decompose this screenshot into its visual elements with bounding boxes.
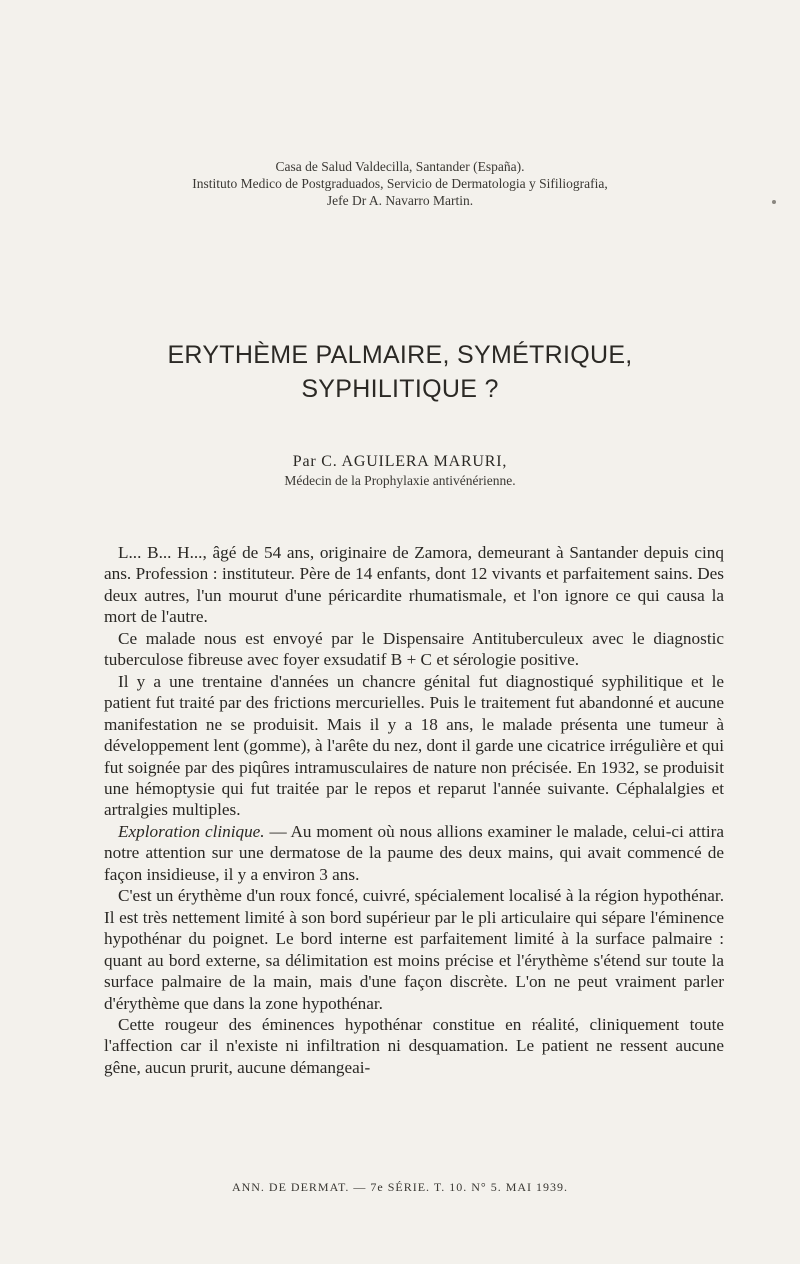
affiliation-line-3: Jefe Dr A. Navarro Martin. xyxy=(326,193,474,208)
paragraph-syphilis-history: Il y a une trentaine d'années un chancre génital fut diagnostiqué syphilitique et le patient fut traité par des frictions mercurielles. Puis le traitement fut abandonné et aucune manifestation ne se produisit. Mais il y a 18 ans, le malade présenta une tumeur à développement lent (gomme), à l'arête du nez, dont il garde une cicatrice irrégulière et qui fut soignée par des piqûres intramusculaires de nature non précisée. En 1932, se produisit une hémoptysie qui fut traitée par le repos et reparut l'année suivante. Céphalalgies et artralgies multiples. xyxy=(104,671,724,820)
paper-speck xyxy=(772,200,776,204)
paragraph-referral: Ce malade nous est envoyé par le Dispensaire Antituberculeux avec le diagnostic tuberculose fibreuse avec foyer exsudatif B + C et sérologie positive. xyxy=(104,628,724,670)
exploration-text: — Au moment où nous allions examiner le malade, celui-ci attira notre attention sur une dermatose de la paume des deux mains, qui avait commencé de façon insidieuse, il y a environ 3 ans. xyxy=(104,821,724,884)
paragraph-patient-history: L... B... H..., âgé de 54 ans, originaire de Zamora, demeurant à Santander depuis cinq ans. Profession : instituteur. Père de 14 enfants, dont 12 vivants et parfaitement sains. Des deux autres, l'un mourut d'une péricardite rhumatismale, et l'on ignore ce qui causa la mort de l'autre. xyxy=(104,543,724,627)
author-role: Médecin de la Prophylaxie antivénérienne. xyxy=(284,473,516,488)
title-line-1: ERYTHÈME PALMAIRE, SYMÉTRIQUE, xyxy=(167,341,633,369)
author-byline: Par C. AGUILERA MARURI, xyxy=(292,453,508,470)
paragraph-exploration xyxy=(104,821,724,885)
affiliation-line-1: Casa de Salud Valdecilla, Santander (España). xyxy=(275,159,525,174)
affiliation-line-2: Instituto Medico de Postgraduados, Servicio de Dermatologia y Sifiliografia, xyxy=(192,176,608,191)
title-line-2: SYPHILITIQUE ? xyxy=(301,375,499,403)
article-title xyxy=(60,338,740,406)
journal-footer: ANN. DE DERMAT. — 7e SÉRIE. T. 10. N° 5. MAI 1939. xyxy=(231,1180,569,1194)
exploration-heading: Exploration clinique. xyxy=(118,821,265,841)
affiliation-block xyxy=(100,158,700,209)
paragraph-erythema-description: C'est un érythème d'un roux foncé, cuivré, spécialement localisé à la région hypothénar. Il est très nettement limité à son bord supérieur par le pli articulaire qui sépare l'éminence hypothénar du poignet. Le bord interne est parfaitement limité à la surface palmaire : quant au bord externe, sa délimitation est moins précise et l'érythème s'étend sur toute la surface palmaire de la main, mais d'une façon discrète. L'on ne peut vraiment parler d'érythème que dans la zone hypothénar. xyxy=(104,886,724,1013)
article-body xyxy=(104,542,724,1078)
paragraph-redness: Cette rougeur des éminences hypothénar constitue en réalité, cliniquement toute l'affection car il n'existe ni infiltration ni desquamation. Le patient ne ressent aucune gêne, aucun prurit, aucune démangeai- xyxy=(104,1014,724,1077)
